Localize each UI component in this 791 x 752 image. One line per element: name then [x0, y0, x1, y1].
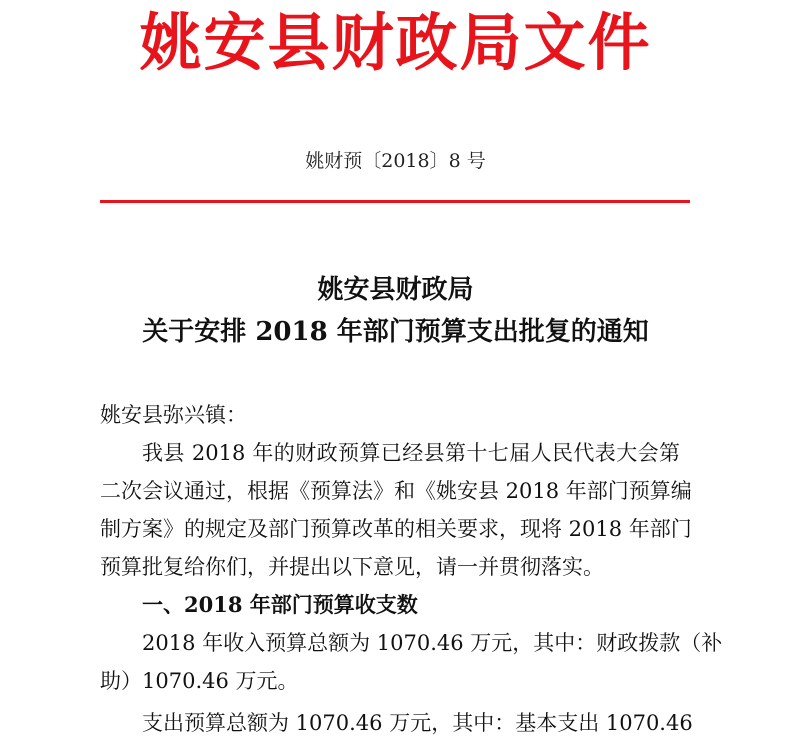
section-heading-budget-totals: 一、2018 年部门预算收支数	[142, 592, 418, 617]
income-line-1: 2018 年收入预算总额为 1070.46 万元，其中：财政拨款（补	[142, 631, 723, 655]
notice-title-subject: 关于安排 2018 年部门预算支出批复的通知	[142, 317, 649, 347]
intro-line-2: 二次会议通过，根据《预算法》和《姚安县 2018 年部门预算编	[100, 479, 692, 503]
salutation: 姚安县弥兴镇：	[100, 403, 247, 427]
income-line-2: 助）1070.46 万元。	[100, 669, 299, 693]
masthead-title: 姚安县财政局文件	[139, 6, 652, 79]
intro-line-1: 我县 2018 年的财政预算已经县第十七届人民代表大会第	[142, 441, 680, 465]
expense-line-1: 支出预算总额为 1070.46 万元，其中：基本支出 1070.46	[142, 711, 693, 735]
intro-line-3: 制方案》的规定及部门预算改革的相关要求，现将 2018 年部门	[100, 517, 692, 541]
intro-line-4: 预算批复给你们，并提出以下意见，请一并贯彻落实。	[100, 555, 604, 579]
red-separator-line	[100, 200, 690, 203]
notice-title-issuer: 姚安县财政局	[317, 275, 474, 305]
document-number: 姚财预〔2018〕8 号	[305, 150, 486, 172]
